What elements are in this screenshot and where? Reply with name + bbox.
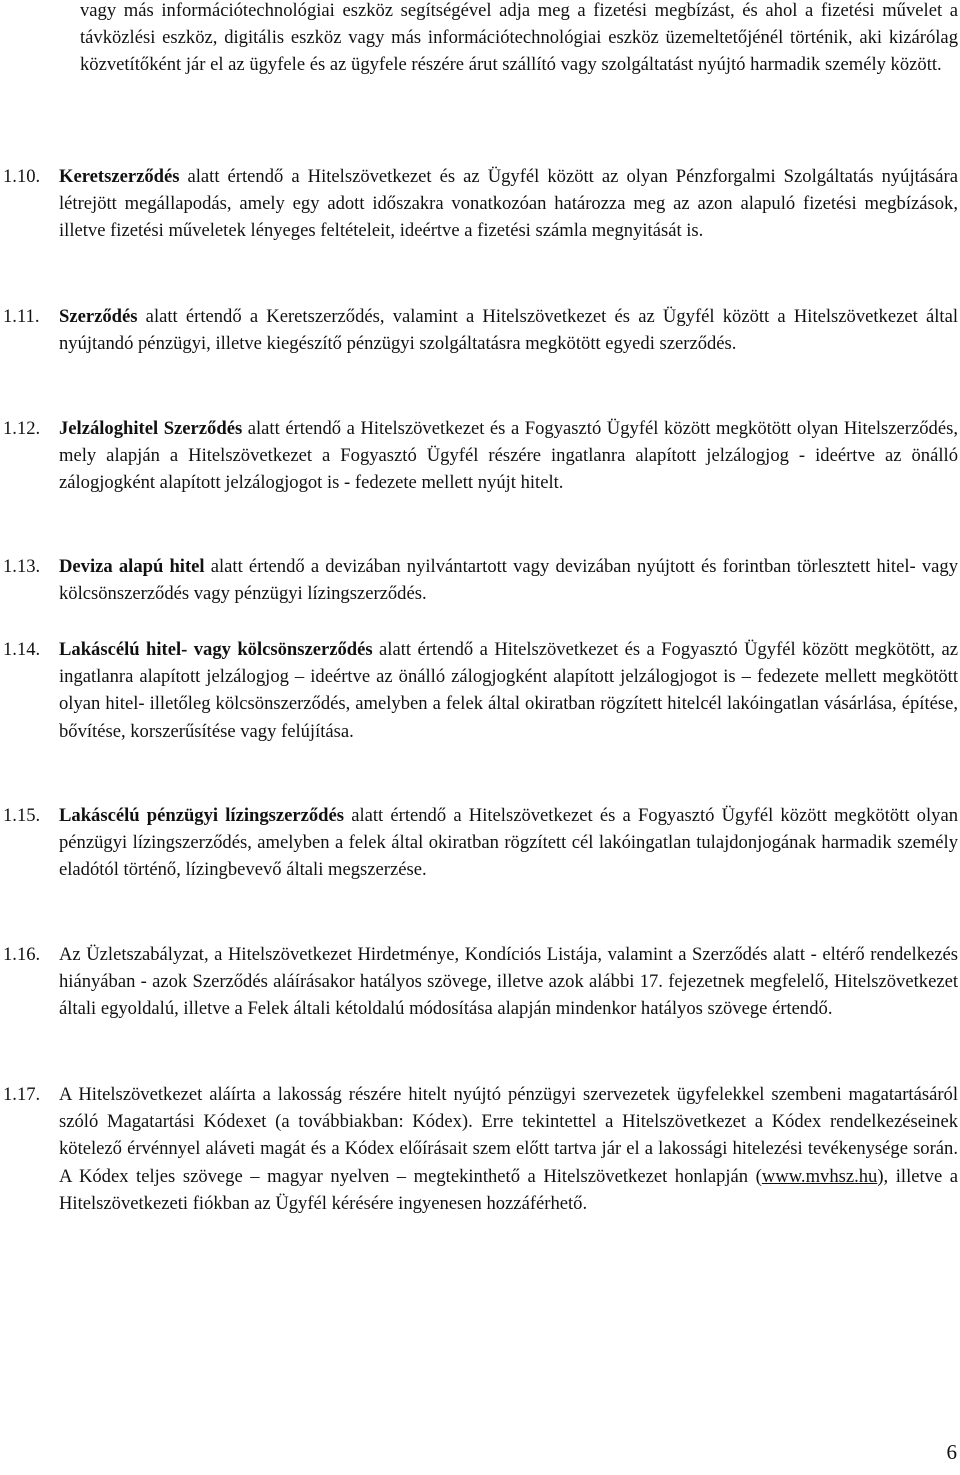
section-1-16 xyxy=(0,941,958,1023)
section-number: 1.13. xyxy=(3,556,41,577)
section-text xyxy=(59,415,958,497)
defined-term: Lakáscélú pénzügyi lízingszerződés xyxy=(59,805,345,826)
definition-text: alatt értendő a devizában nyilvántartott vagy devizában nyújtott és forintban törlesztett hitel- vagy kölcsönszerződés vagy pénzügyi lízingszerződés. xyxy=(59,556,958,605)
lead-paragraph-text: vagy más információtechnológiai eszköz segítségével adja meg a fizetési megbízást, és ahol a fizetési művelet a távközlési eszköz, digitális eszköz vagy más információtechnológiai eszköz üzemeltetőjénél történik, aki kizárólag közvetítőként jár el az ügyfele és az ügyfele részére árut szállító vagy szolgáltatást nyújtó harmadik személy között. xyxy=(80,0,958,76)
section-text xyxy=(59,163,958,245)
page-number: 6 xyxy=(946,1440,957,1464)
definition-text: alatt értendő a Keretszerződés, valamint a Hitelszövetkezet és az Ügyfél között a Hitelszövetkezet által nyújtandó pénzügyi, illetve kiegészítő pénzügyi szolgáltatásra megkötött egyedi szerződés. xyxy=(59,306,958,355)
defined-term: Szerződés xyxy=(59,306,138,327)
section-text xyxy=(59,802,958,884)
section-1-12 xyxy=(0,415,958,497)
section-1-11 xyxy=(0,303,958,357)
section-number: 1.14. xyxy=(3,639,41,660)
definition-text: alatt értendő a Hitelszövetkezet és a Fogyasztó Ügyfél között megkötött olyan Hitelszerződés, mely alapján a Hitelszövetkezet a Fogyasztó Ügyfél részére ingatlanra alapított jelzálogjog - ideértve az önálló zálogjogként alapított jelzálogjogot is - fedezete mellett nyújt hitelt. xyxy=(59,418,958,494)
section-text xyxy=(59,1081,958,1217)
section-number: 1.11. xyxy=(3,306,40,327)
defined-term: Jelzáloghitel Szerződés xyxy=(59,418,243,439)
section-number: 1.15. xyxy=(3,805,41,826)
definition-text-after-link: ), illetve a Hitelszövetkezeti fiókban az Ügyfél kérésére ingyenesen hozzáférhető. xyxy=(59,1165,959,1214)
section-1-15 xyxy=(0,802,958,884)
section-text xyxy=(59,941,958,1023)
website-link[interactable]: www.mvhsz.hu xyxy=(761,1165,878,1187)
section-number: 1.17. xyxy=(3,1084,41,1105)
definition-text: alatt értendő a Hitelszövetkezet és az Ügyfél között az olyan Pénzforgalmi Szolgáltatás nyújtására létrejött megállapodás, amely egy adott időszakra vonatkozóan határozza meg az azon alapuló fizetési megbízások, illetve fizetési műveletek lényeges feltételeit, ideértve a fizetési számla megnyitását is. xyxy=(59,166,958,242)
section-number: 1.12. xyxy=(3,418,41,439)
definition-text: alatt értendő a Hitelszövetkezet és a Fogyasztó Ügyfél között megkötött, az ingatlanra alapított jelzálogjog – ideértve az önálló zálogjogként alapított jelzálogjogot is – fedezete mellett megkötött olyan hitel- illetőleg kölcsönszerződés, amelyben a felek által okiratban rögzített hitelcél lakóingatlan vásárlása, építése, bővítése, korszerűsítése vagy felújítása. xyxy=(59,639,958,742)
defined-term: Keretszerződés xyxy=(59,166,180,187)
section-1-14 xyxy=(0,636,958,745)
definition-text: A Hitelszövetkezet aláírta a lakosság részére hitelt nyújtó pénzügyi szervezetek ügyfelekkel szembeni magatartásáról szóló Magatartási Kódexet (a továbbiakban: Kódex). Erre tekintettel a Hitelszövetkezet a Kódex rendelkezéseinek kötelező érvénnyel aláveti magát és a Kódex előírásait szem előtt tartva jár el a lakossági hitelezési tevékenysége során. A Kódex teljes szövege – magyar nyelven – megtekinthető a Hitelszövetkezet honlapján ( xyxy=(59,1084,958,1187)
section-1-17 xyxy=(0,1081,958,1217)
definition-text: alatt értendő a Hitelszövetkezet és a Fogyasztó Ügyfél között megkötött olyan pénzügyi lízingszerződés, amelyben a felek által okiratban rögzített cél lakóingatlan tulajdonjogának harmadik személy eladótól történő, lízingbevevő általi megszerzése. xyxy=(59,805,958,881)
defined-term: Lakáscélú hitel- vagy kölcsönszerződés xyxy=(59,639,373,660)
section-1-10 xyxy=(0,163,958,245)
defined-term: Deviza alapú hitel xyxy=(59,556,205,577)
section-text xyxy=(59,553,958,607)
section-number: 1.10. xyxy=(3,166,41,187)
section-text xyxy=(59,303,958,357)
definition-text: Az Üzletszabályzat, a Hitelszövetkezet Hirdetménye, Kondíciós Listája, valamint a Szerződés alatt - eltérő rendelkezés hiányában - azok Szerződés aláírásakor hatályos szövege, illetve azok alábbi 17. fejezetnek megfelelő, Hitelszövetkezet általi egyoldalú, illetve a Felek általi kétoldalú módosítása alapján mindenkor hatályos szövege értendő. xyxy=(59,944,958,1020)
section-number: 1.16. xyxy=(3,944,41,965)
section-1-13 xyxy=(0,553,958,607)
section-text xyxy=(59,636,958,745)
lead-paragraph xyxy=(0,0,958,79)
